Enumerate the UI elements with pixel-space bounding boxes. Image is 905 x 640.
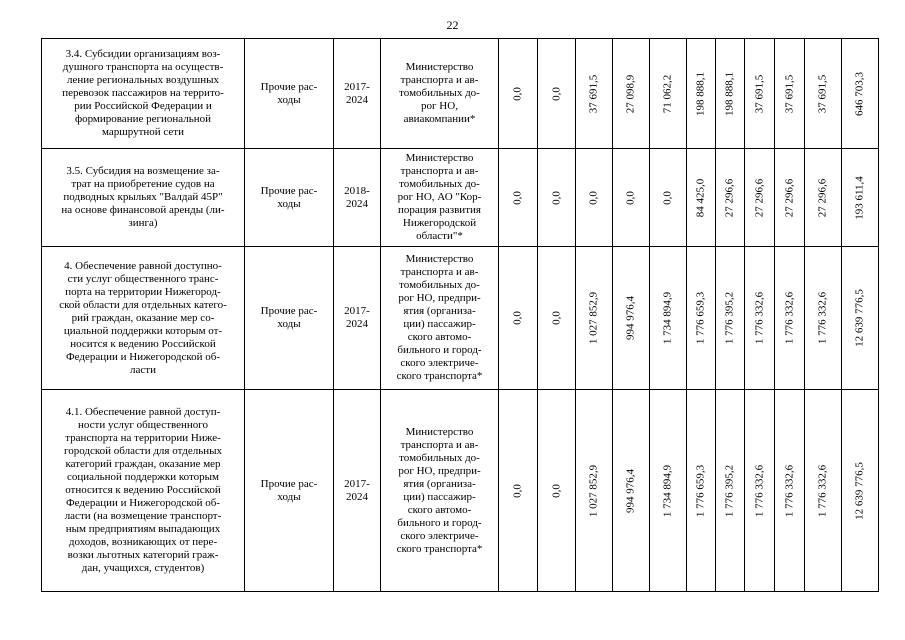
value-text: 198 888,1 [723, 71, 736, 116]
value-cell [613, 247, 650, 390]
value-text: 0,0 [511, 86, 524, 101]
value-cell [716, 390, 745, 592]
implementation-years: 2017- 2024 [334, 247, 381, 390]
expense-type: Прочие рас- ходы [245, 247, 334, 390]
value-cell [775, 149, 805, 247]
value-cell [745, 149, 775, 247]
value-cell [842, 149, 879, 247]
value-cell [499, 39, 538, 149]
table-row [42, 149, 879, 247]
value-cell [745, 390, 775, 592]
implementation-years: 2017- 2024 [334, 390, 381, 592]
value-cell [576, 149, 613, 247]
value-cell [775, 390, 805, 592]
value-cell [650, 149, 687, 247]
table-row [42, 247, 879, 390]
value-text: 1 776 395,2 [723, 464, 736, 517]
value-text: 37 691,5 [783, 74, 795, 113]
budget-table [41, 38, 879, 592]
value-text: 37 691,5 [753, 74, 765, 113]
implementation-years: 2017- 2024 [334, 39, 381, 149]
value-text: 0,0 [587, 190, 600, 205]
expense-type: Прочие рас- ходы [245, 39, 334, 149]
value-text: 0,0 [511, 311, 524, 325]
value-cell [775, 247, 805, 390]
value-text: 71 062,2 [661, 74, 674, 113]
value-text: 27 098,9 [624, 74, 637, 113]
value-cell [716, 247, 745, 390]
value-cell [650, 39, 687, 149]
value-cell [775, 39, 805, 149]
table-row [42, 390, 879, 592]
value-cell [613, 390, 650, 592]
value-cell [499, 390, 538, 592]
value-text: 27 296,6 [753, 178, 765, 217]
measure-description: 4. Обеспечение равной доступно- сти услуг общественного транс- порта на территории Нижегород- ской области для отдельных катего- рий граждан, оказание мер со- циальной поддержки которым от- носится к ведению Российской Федерации и Нижегородской об- ласти [42, 247, 245, 390]
value-text: 1 776 332,6 [753, 464, 765, 517]
value-cell [499, 149, 538, 247]
value-cell [538, 149, 576, 247]
value-text: 27 296,6 [816, 178, 829, 217]
value-cell [745, 247, 775, 390]
value-cell [687, 39, 716, 149]
value-cell [687, 390, 716, 592]
value-cell [499, 247, 538, 390]
value-cell [613, 39, 650, 149]
value-text: 27 296,6 [723, 178, 736, 217]
value-cell [805, 149, 842, 247]
value-cell [576, 390, 613, 592]
value-text: 1 776 332,6 [816, 464, 829, 517]
value-cell [805, 390, 842, 592]
value-text: 1 776 332,6 [783, 291, 795, 345]
value-cell [538, 39, 576, 149]
value-text: 1 776 332,6 [753, 291, 765, 345]
implementation-years: 2018- 2024 [334, 149, 381, 247]
value-text: 1 776 332,6 [783, 464, 795, 517]
value-text: 0,0 [550, 86, 562, 101]
value-text: 1 027 852,9 [587, 464, 600, 517]
value-text: 1 776 332,6 [816, 291, 829, 345]
value-text: 37 691,5 [587, 74, 600, 113]
expense-type: Прочие рас- ходы [245, 390, 334, 592]
value-text: 27 296,6 [783, 178, 795, 217]
responsible-executor: Министерство транспорта и ав- томобильных до- рог НО, предпри- ятия (организа- ции) пассажир- ского автомо- бильного и город- ского электриче- ского транспорта* [381, 390, 499, 592]
value-cell [716, 39, 745, 149]
value-cell [650, 247, 687, 390]
measure-description: 3.5. Субсидия на возмещение за- трат на приобретение судов на подводных крыльях "Валдай 45Р" на основе финансовой аренды (ли- зинга) [42, 149, 245, 247]
responsible-executor: Министерство транспорта и ав- томобильных до- рог НО, предпри- ятия (организа- ции) пассажир- ского автомо- бильного и город- ского электриче- ского транспорта* [381, 247, 499, 390]
value-text: 0,0 [511, 190, 524, 205]
value-text: 646 703,3 [853, 71, 866, 116]
value-cell [687, 149, 716, 247]
value-text: 1 776 659,3 [694, 291, 707, 345]
value-text: 1 776 659,3 [694, 464, 707, 517]
value-text: 84 425,0 [694, 178, 707, 217]
value-cell [805, 39, 842, 149]
responsible-executor: Министерство транспорта и ав- томобильных до- рог НО, АО "Кор- порация развития Нижегородской области"* [381, 149, 499, 247]
value-text: 198 888,1 [694, 71, 707, 116]
value-cell [842, 39, 879, 149]
value-cell [842, 390, 879, 592]
value-text: 37 691,5 [816, 74, 829, 113]
value-cell [805, 247, 842, 390]
value-cell [716, 149, 745, 247]
value-text: 1 776 395,2 [723, 291, 736, 345]
page-number: 22 [446, 18, 459, 32]
value-cell [538, 390, 576, 592]
value-text: 0,0 [511, 483, 524, 498]
value-text: 12 639 776,5 [853, 289, 866, 347]
value-cell [576, 39, 613, 149]
value-cell [613, 149, 650, 247]
value-text: 994 976,4 [624, 296, 637, 340]
value-text: 0,0 [550, 483, 562, 498]
value-text: 0,0 [661, 190, 674, 205]
value-text: 1 734 894,9 [661, 291, 674, 345]
table-row [42, 39, 879, 149]
value-cell [842, 247, 879, 390]
value-cell [745, 39, 775, 149]
value-cell [538, 247, 576, 390]
value-cell [576, 247, 613, 390]
value-text: 994 976,4 [624, 468, 637, 513]
value-text: 12 639 776,5 [853, 461, 866, 520]
value-text: 0,0 [550, 311, 562, 325]
measure-description: 4.1. Обеспечение равной доступ- ности услуг общественного транспорта на территории Ниже- городской области для отдельных категорий граждан, оказание мер социальной поддержки которым относится к ведению Российской Федерации и Нижегородской об- ласти (на возмещение транспорт- ным предприятиям выпадающих доходов, возникающих от пере- возки льготных категорий граж- дан, учащихся, студентов) [42, 390, 245, 592]
value-text: 0,0 [624, 190, 637, 205]
value-text: 1 734 894,9 [661, 464, 674, 517]
measure-description: 3.4. Субсидии организациям воз- душного транспорта на осуществ- ление региональных воздушных перевозок пассажиров на террито- рии Российской Федерации и формирование региональной маршрутной сети [42, 39, 245, 149]
value-text: 1 027 852,9 [587, 291, 600, 345]
expense-type: Прочие рас- ходы [245, 149, 334, 247]
value-cell [650, 390, 687, 592]
responsible-executor: Министерство транспорта и ав- томобильных до- рог НО, авиакомпании* [381, 39, 499, 149]
value-text: 0,0 [550, 190, 562, 205]
value-text: 193 611,4 [853, 175, 866, 220]
value-cell [687, 247, 716, 390]
